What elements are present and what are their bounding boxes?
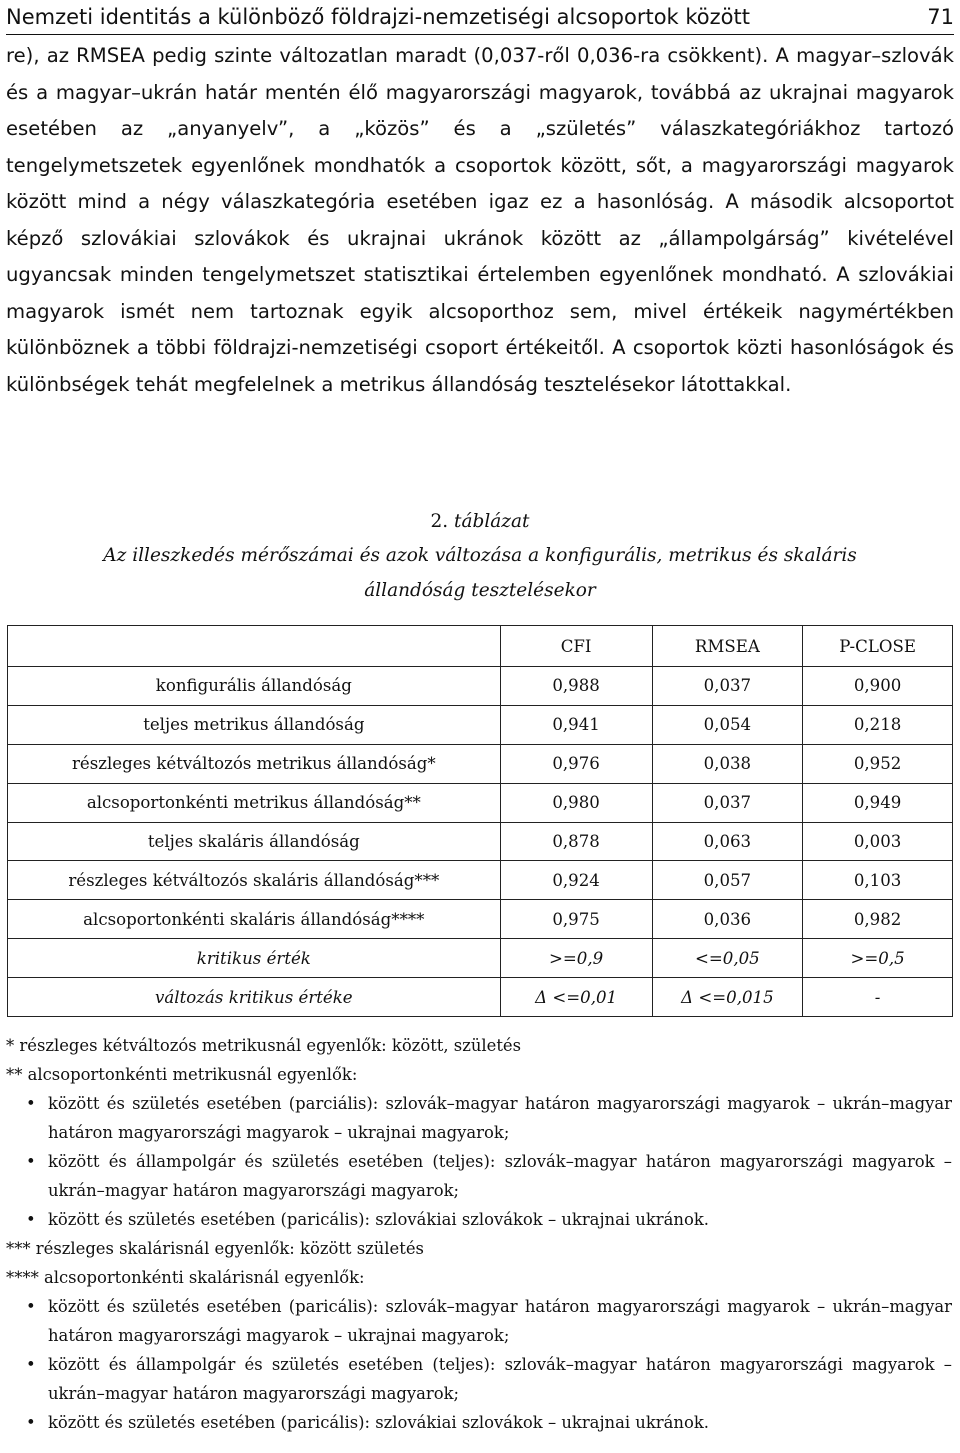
table-cell: 0,924 — [500, 861, 652, 900]
table-title-line2: állandóság tesztelésekor — [364, 580, 596, 601]
table-header-cell — [8, 626, 501, 667]
list-item-text: között és születés esetében (paricális): szlovákiai szlovákok – ukrajnai ukránok. — [48, 1210, 709, 1229]
table-cell: 0,003 — [803, 822, 953, 861]
fit-indices-table — [7, 625, 953, 1017]
table-header-row — [8, 626, 953, 667]
table-cell: 0,988 — [500, 667, 652, 706]
list-item — [6, 1292, 952, 1350]
table-cell: 0,949 — [803, 783, 953, 822]
page-number: 71 — [927, 5, 954, 29]
table-cell: 0,218 — [803, 705, 953, 744]
table-cell: 0,036 — [652, 900, 803, 939]
table-cell: 0,103 — [803, 861, 953, 900]
table-cell: Δ <=0,015 — [652, 978, 803, 1017]
table-cell: alcsoportonkénti metrikus állandóság** — [8, 783, 501, 822]
bullet-icon: • — [26, 1152, 36, 1171]
table-cell: Δ <=0,01 — [500, 978, 652, 1017]
footnote: *** részleges skalárisnál egyenlők: között születés — [6, 1239, 424, 1258]
table-row — [8, 667, 953, 706]
table-cell: alcsoportonkénti skaláris állandóság**** — [8, 900, 501, 939]
table-title — [0, 538, 960, 608]
footnote: ** alcsoportonkénti metrikusnál egyenlők: — [6, 1065, 358, 1084]
running-header-title: Nemzeti identitás a különböző földrajzi-nemzetiségi alcsoportok között — [6, 5, 750, 29]
table-cell: 0,975 — [500, 900, 652, 939]
table-row — [8, 900, 953, 939]
table-cell: 0,038 — [652, 744, 803, 783]
table-header-cell: RMSEA — [652, 626, 803, 667]
table-cell: - — [803, 978, 953, 1017]
footnote-list — [6, 1292, 952, 1437]
table-number-value: 2. — [430, 511, 449, 532]
table-row — [8, 744, 953, 783]
table-cell: 0,980 — [500, 783, 652, 822]
bullet-icon: • — [26, 1355, 36, 1374]
table-cell: >=0,9 — [500, 939, 652, 978]
body-paragraph: re), az RMSEA pedig szinte változatlan maradt (0,037-ről 0,036-ra csökkent). A magyar–szlovák és a magyar–ukrán határ mentén élő magyarországi magyarok, továbbá az ukrajnai magyarok esetében az „anyanyelv”, a „közös” és a „születés” válaszkategóriákhoz tartozó tengelymetszetek egyenlőnek mondhatók a csoportok között, sőt, a magyarországi magyarok között mind a négy válaszkategória esetében igaz ez a hasonlóság. A második alcsoportot képző szlovákiai szlovákok és ukrajnai ukránok között az „állampolgárság” kivételével ugyancsak minden tengelymetszet statisztikai értelemben egyenlőnek mondható. A szlovákiai magyarok ismét nem tartoznak egyik alcsoporthoz sem, mivel értékeik nagymértékben különböznek a többi földrajzi-nemzetiségi csoport értékeitől. A csoportok közti hasonlóságok és különbségek tehát megfelelnek a metrikus állandóság tesztelésekor látottakkal. — [6, 44, 954, 396]
table-cell: részleges kétváltozós skaláris állandóság*** — [8, 861, 501, 900]
table-header-cell: P-CLOSE — [803, 626, 953, 667]
table-cell: konfigurális állandóság — [8, 667, 501, 706]
table-cell: teljes metrikus állandóság — [8, 705, 501, 744]
table-header-cell: CFI — [500, 626, 652, 667]
table-label: táblázat — [454, 511, 530, 532]
bullet-icon: • — [26, 1210, 36, 1229]
table-cell: 0,037 — [652, 667, 803, 706]
bullet-icon: • — [26, 1094, 36, 1113]
table-cell: 0,057 — [652, 861, 803, 900]
table-row — [8, 822, 953, 861]
footnote: * részleges kétváltozós metrikusnál egyenlők: között, születés — [6, 1036, 522, 1055]
list-item — [6, 1408, 952, 1437]
list-item-text: között és születés esetében (paricális): szlovák–magyar határon magyarországi magyarok – ukrán–magyar határon magyarországi magyarok – ukrajnai magyarok; — [48, 1297, 952, 1345]
list-item-text: között és születés esetében (paricális): szlovákiai szlovákok – ukrajnai ukránok. — [48, 1413, 709, 1432]
table-cell: 0,952 — [803, 744, 953, 783]
bullet-icon: • — [26, 1413, 36, 1432]
table-cell: 0,054 — [652, 705, 803, 744]
list-item-text: között és születés esetében (parciális): szlovák–magyar határon magyarországi magyarok – ukrán–magyar határon magyarországi magyarok – ukrajnai magyarok; — [48, 1094, 952, 1142]
table-cell: 0,976 — [500, 744, 652, 783]
table-title-line1: Az illeszkedés mérőszámai és azok változása a konfigurális, metrikus és skaláris — [103, 545, 857, 566]
table-cell: részleges kétváltozós metrikus állandóság* — [8, 744, 501, 783]
table-cell: 0,900 — [803, 667, 953, 706]
table-cell: kritikus érték — [8, 939, 501, 978]
table-number — [0, 504, 960, 539]
list-item — [6, 1089, 952, 1147]
table-cell: 0,982 — [803, 900, 953, 939]
table-row — [8, 861, 953, 900]
change-critical-value-row — [8, 978, 953, 1017]
list-item — [6, 1350, 952, 1408]
table-cell: 0,037 — [652, 783, 803, 822]
table-row — [8, 705, 953, 744]
list-item-text: között és állampolgár és születés esetében (teljes): szlovák–magyar határon magyarországi magyarok – ukrán–magyar határon magyarországi magyarok; — [48, 1355, 952, 1403]
bullet-icon: • — [26, 1297, 36, 1316]
table-cell: 0,941 — [500, 705, 652, 744]
list-item-text: között és állampolgár és születés esetében (teljes): szlovák–magyar határon magyarországi magyarok – ukrán–magyar határon magyarországi magyarok; — [48, 1152, 952, 1200]
footnote-list — [6, 1089, 952, 1234]
table-cell: teljes skaláris állandóság — [8, 822, 501, 861]
table-cell: >=0,5 — [803, 939, 953, 978]
footnote: **** alcsoportonkénti skalárisnál egyenlők: — [6, 1268, 365, 1287]
table-row — [8, 783, 953, 822]
table-cell: 0,878 — [500, 822, 652, 861]
table-cell: változás kritikus értéke — [8, 978, 501, 1017]
list-item — [6, 1147, 952, 1205]
table-footnotes — [6, 1031, 952, 1437]
list-item — [6, 1205, 952, 1234]
table-cell: 0,063 — [652, 822, 803, 861]
critical-value-row — [8, 939, 953, 978]
table-cell: <=0,05 — [652, 939, 803, 978]
running-header — [6, 0, 954, 35]
